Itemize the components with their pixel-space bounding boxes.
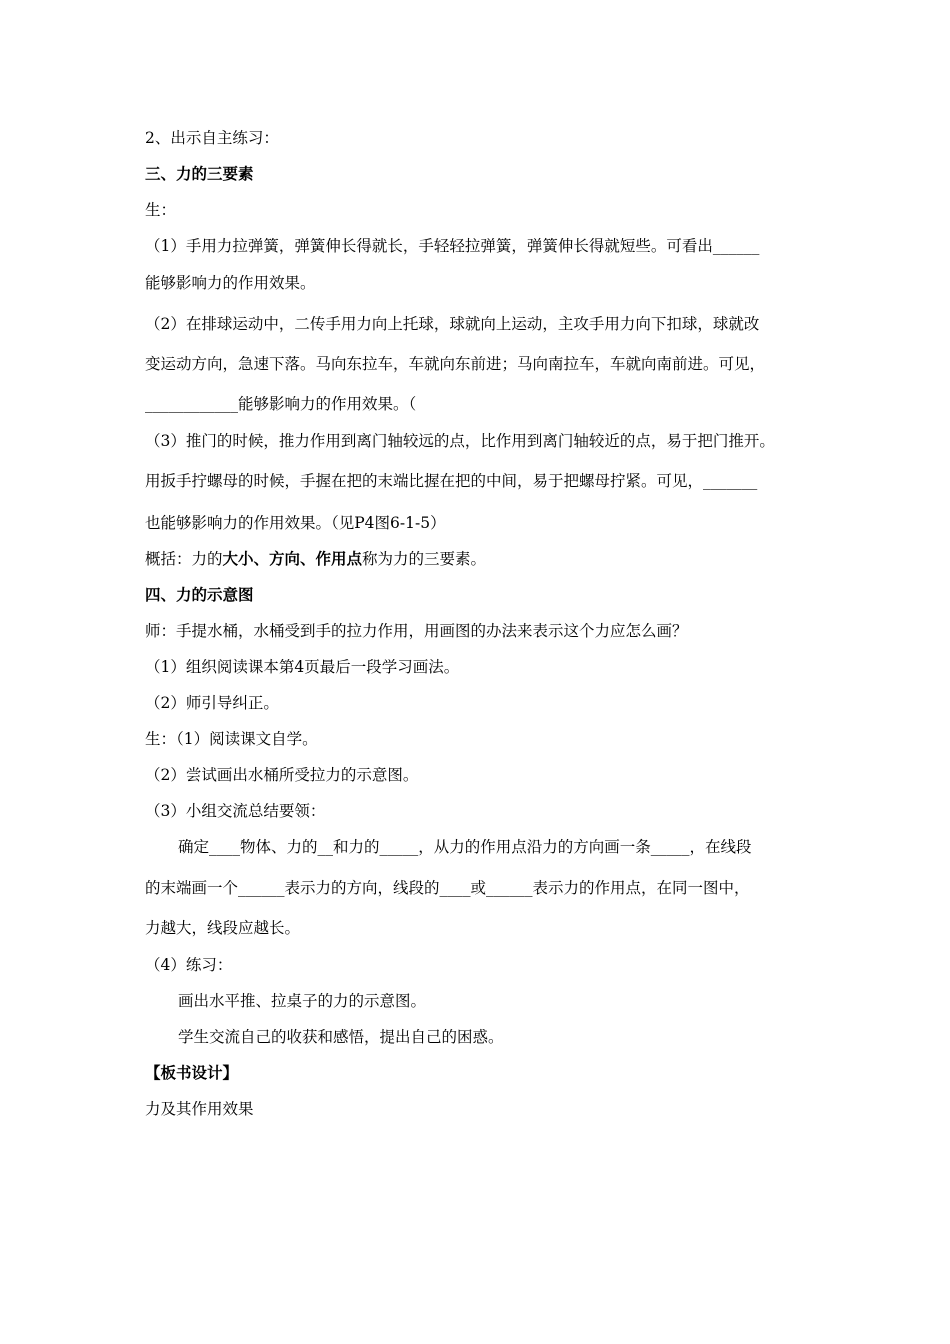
text-line: 画出水平推、拉桌子的力的示意图。 [178, 992, 427, 1010]
section-heading: 【板书设计】 [145, 1063, 239, 1082]
text-line: （4）练习： [145, 956, 233, 974]
text-line: （2）在排球运动中，二传手用力向上托球，球就向上运动，主攻手用力向下扣球，球就改 [145, 315, 760, 333]
text-line: （1）手用力拉弹簧，弹簧伸长得就长，手轻轻拉弹簧，弹簧伸长得就短些。可看出______ [145, 237, 760, 255]
text-line: 生： [145, 201, 177, 219]
text-line: 确定____物体、力的__和力的_____，从力的作用点沿力的方向画一条_____，在线段 [178, 838, 752, 856]
text-line: 2、出示自主练习： [145, 129, 279, 147]
text-line: 生：（1）阅读课文自学。 [145, 730, 318, 748]
text-line: （3）小组交流总结要领： [145, 802, 326, 820]
text-line: 变运动方向，急速下落。马向东拉车，车就向东前进；马向南拉车，车就向南前进。可见， [145, 355, 766, 373]
summary-prefix: 概括：力的 [145, 550, 223, 568]
section-heading: 四、力的示意图 [145, 585, 254, 604]
summary-suffix: 称为力的三要素。 [362, 550, 487, 568]
text-line: 力及其作用效果 [145, 1100, 254, 1118]
text-line: 师：手提水桶，水桶受到手的拉力作用，用画图的办法来表示这个力应怎么画？ [145, 622, 688, 640]
text-line: （2）尝试画出水桶所受拉力的示意图。 [145, 766, 419, 784]
section-heading: 三、力的三要素 [145, 164, 254, 183]
text-line: （2）师引导纠正。 [145, 694, 279, 712]
text-line: （3）推门的时候，推力作用到离门轴较远的点，比作用到离门轴较近的点，易于把门推开。 [145, 432, 775, 450]
text-line: 学生交流自己的收获和感悟，提出自己的困惑。 [178, 1028, 504, 1046]
text-line: 的末端画一个______表示力的方向，线段的____或______表示力的作用点，在同一图中， [145, 879, 750, 897]
text-line: 也能够影响力的作用效果。（见P4图6-1-5） [145, 514, 446, 532]
summary-keywords: 大小、方向、作用点 [222, 549, 363, 568]
summary-line [145, 549, 486, 569]
text-line: ____________能够影响力的作用效果。（ [145, 395, 417, 413]
text-line: （1）组织阅读课本第4页最后一段学习画法。 [145, 658, 460, 676]
text-line: 用扳手拧螺母的时候，手握在把的末端比握在把的中间，易于把螺母拧紧。可见，_______ [145, 472, 758, 490]
text-line: 能够影响力的作用效果。 [145, 274, 316, 292]
text-line: 力越大，线段应越长。 [145, 919, 301, 937]
